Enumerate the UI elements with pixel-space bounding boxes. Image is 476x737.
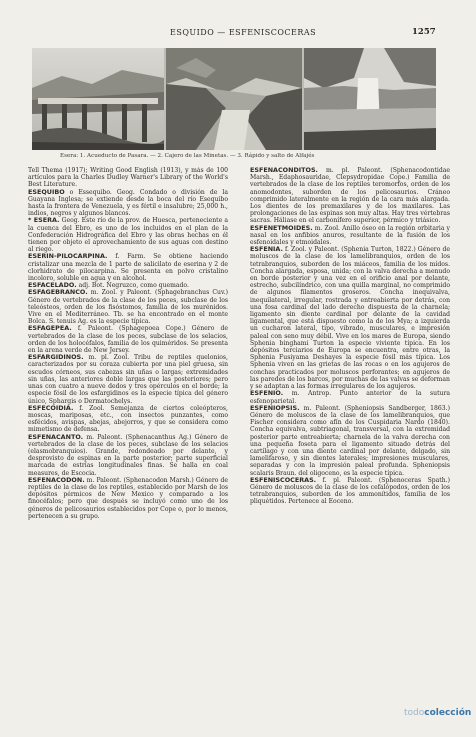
entry-esfagepea: ESFAGEPEA. f. Paleont. (Sphagepoea Cope.) Género de vertebrados de la clase de los peces, subclase de los selacios, orden de los holocéfalos, familia de los quiméridos. Se presenta en la arena verde de New Jersey. (28, 324, 228, 355)
photo-plate (32, 48, 436, 150)
entry-tell-thema: Tell Thema (1917); Writing Good English (1913), y más de 100 artículos para la Charles Dudley Warner's Library of the World's Best Literature. (28, 167, 228, 189)
entry-esfecoidia: ESFECOIDIA. f. Zool. Semejanza de ciertos coleópteros, moscas, mariposas, etc., con insectos punzantes, como esfécidos, avispas, abejas, abejorros, y que se considera como mimetismo de defensa. (28, 403, 228, 434)
left-column (28, 167, 228, 687)
page-header (0, 28, 476, 40)
page-number: 1257 (412, 27, 436, 37)
entry-esera: * ESERA. Geog. Este río de la prov. de Huesca, perteneciente a la cuenca del Ebro, es uno de los incluidos en el plan de la Confederación Hidrográfica del Ebro y las obras hechas en él tienen por objeto el aprovechamiento de sus aguas con destino al riego. (28, 216, 228, 254)
photo-waterfall (304, 48, 436, 150)
photo-channel (166, 48, 302, 150)
entry-esfeniscoceras: ESFENISCOCERAS. f. pl. Paleont. (Sphenoceras Spath.) Género de moluscos de la clase de los cefalópodos, orden de los tetrabranquios, suborden de los ammonítidos, familia de los pliquétidos. Pertenece al Eoceno. (250, 475, 450, 506)
entry-esequibo: ESEQUIBO o Essequibo. Geog. Condado o división de la Guayana Inglesa; se extiende desde la boca del río Esequibo hasta la frontera de Venezuela, y es fértil e insalubre; 25,000 h., indios, negros y algunos blancos. (28, 187, 228, 218)
entry-eserin-pilocarpina: ESERIN-PILOCARPINA. f. Farm. Se obtiene haciendo cristalizar una mezcla de 1 parte de salicilato de eserina y 2 de clorhidrato de pilocarpina. Se presenta en polvo cristalino incoloro, soluble en agua y en alcohol. (28, 252, 228, 283)
entry-esfenio: ESFENIO. m. Antrop. Punto anterior de la sutura esfenoparietal. (250, 389, 450, 405)
entry-esfenacondidos: ESFENACÓNDITOS. m. pl. Paleont. (Sphenacodontidae Marsh., Edaphosauridae, Clepsydropidae Cope.) Familia de vertebrados de la clase de los reptiles teromorfos, orden de los anomodontes, suborden de los pelicosaurios. Cráneo comprimido lateralmente en la región de la cara más alargada. Los dientes de los premaxilares y de los maxilares. Las prolongaciones de las espinas son muy altas. Hay tres vértebras sacras. Háliase en el carbonífero superior, pérmico y triásico. (250, 167, 450, 225)
running-title: ESQUIDO — ESFENISCOCERAS (170, 28, 317, 37)
right-column (250, 167, 450, 687)
figure-caption: Esera: 1. Acueducto de Pasara. — 2. Cajero de las Minetas. — 3. Rápido y salto de Alfajés (60, 153, 315, 159)
watermark-logo (404, 708, 471, 718)
entry-esfenia: ESFENIA. f. Zool. y Paleont. (Sphenia Turton, 1822.) Género de moluscos de la clase de los lamelibranquios, orden de los tetrabranquios, suborden de los miáceos, familia de los mídos. Concha alargada, esposa, unida; con la valva derecha a menudo en borde posterior y una vez en el orificio anal por delante, estrecho, subcilíndrico, con una quilla marginal, no comprimido de algunos filamentos groseros. Concha inequivalva, inequilateral, irregular, rostrada y entreabierta por detrás, con una fosa cardinal del lado derecho dispuesta de la charnela; ligamento sin diente cardinal por delante de la cavidad ligamental, que está dispuesto como la de los Mya; a izquierda un cucharon lateral, tipo, vibrado, musculares, e impresión paleal con seno muy débil. Vive en los mares de Europa, siendo Sphenia binghami Turton la especie viviente típica. En los depósitos terciarios de Europa se encuentra, entre otras, la Sphenia Fusiyama Deshayes la especie fósil más típica. Los Sphenia viven en las grietas de las rocas o en los agujeros de conchas practicados por moluscos perforantes; en agujeros de las paredes de los barcos, por muchas de las valvas se deforman y se adaptan a las formas irregulares de los agujeros. (250, 245, 450, 391)
entry-esfenacodon: ESFENACODON. m. Paleont. (Sphenacodon Marsh.) Género de reptiles de la clase de los reptiles, establecido por Marsh de los depósitos pérmicos de New Mexico y comparado a los finocéfalos; pero que después se incluyó como uno de los géneros de pelicosaurios establecidos por Cope o, por lo menos, pertenecen a su grupo. (28, 475, 228, 520)
entry-esfenetmoides: ESFENETMOIDES. m. Zool. Anillo óseo en la región orbitaria y nasal en los anfibios anuros, resultante de la fusión de los esfenoidales y etmoidales. (250, 223, 450, 247)
entry-esfacelado: ESFACELADO. adj. Bot. Negruzco, como quemado. (28, 281, 189, 290)
photo-aqueduct (32, 48, 164, 150)
watermark-prefix: todo (404, 708, 425, 718)
entry-esfenacanto: ESFENACANTO. m. Paleont. (Sphenacanthus Ag.) Género de vertebrados de la clase de los peces, subclase de los selacios (elasmobranquios). Grande, redondeado por delante, y desprovisto de espinas en la parte posterior; parte superficial marcada de estrías longitudinales finas. Se halla en coal measures, de Escocia. (28, 432, 228, 477)
watermark-main: colección (424, 708, 472, 718)
entry-esfargidinos: ESFARGIDINOS. m. pl. Zool. Tribu de reptiles quelonios, caracterizados por su coraza cubierta por una piel gruesa, sin escudos córneos, sus cabezas sin uñas o largas; extremidades sin uñas, las anteriores doble largas que las posteriores; pero unas con cuatro a nueve dedos y tres opérculos en el borde; la especie fósil de los esfargidinos es la especie típica del género único, Sphargis o Dermatochelys. (28, 353, 228, 405)
entry-esfagebranco: ESFAGEBRANCO. m. Zool. y Paleont. (Sphagebranchus Cuv.) Género de vertebrados de la clase de los peces, subclase de los teleósteos, orden de los fisóstomos, familia de los murénidos. Vive en el Mediterráneo. Tb. se ha encontrado en el monte Bolca. S. tenuis Ag. es la especie típica. (28, 288, 228, 326)
entry-esfeniopsis: ESFENIOPSIS. m. Paleont. (Spheniopsis Sandberger, 1863.) Género de moluscos de la clase de los lamelibranquios, que Fischer considera como afín de los Cuspidaria Nardo (1840). Concha equivalva, subtriagonal, transversal, con la extremidad posterior parte entreabierta; charnela de la valva derecha con una pequeña foseta para el ligamento situado detrás del cartílago y con una diente cardinal por delante, delgado, sin lamelifaroso, y sin dientes laterales; impresiones musculares, separadas y con la impresión paleal profunda. Spheniopsis scalaris Braun. del oligoceno, es la especie típica. (250, 403, 450, 477)
